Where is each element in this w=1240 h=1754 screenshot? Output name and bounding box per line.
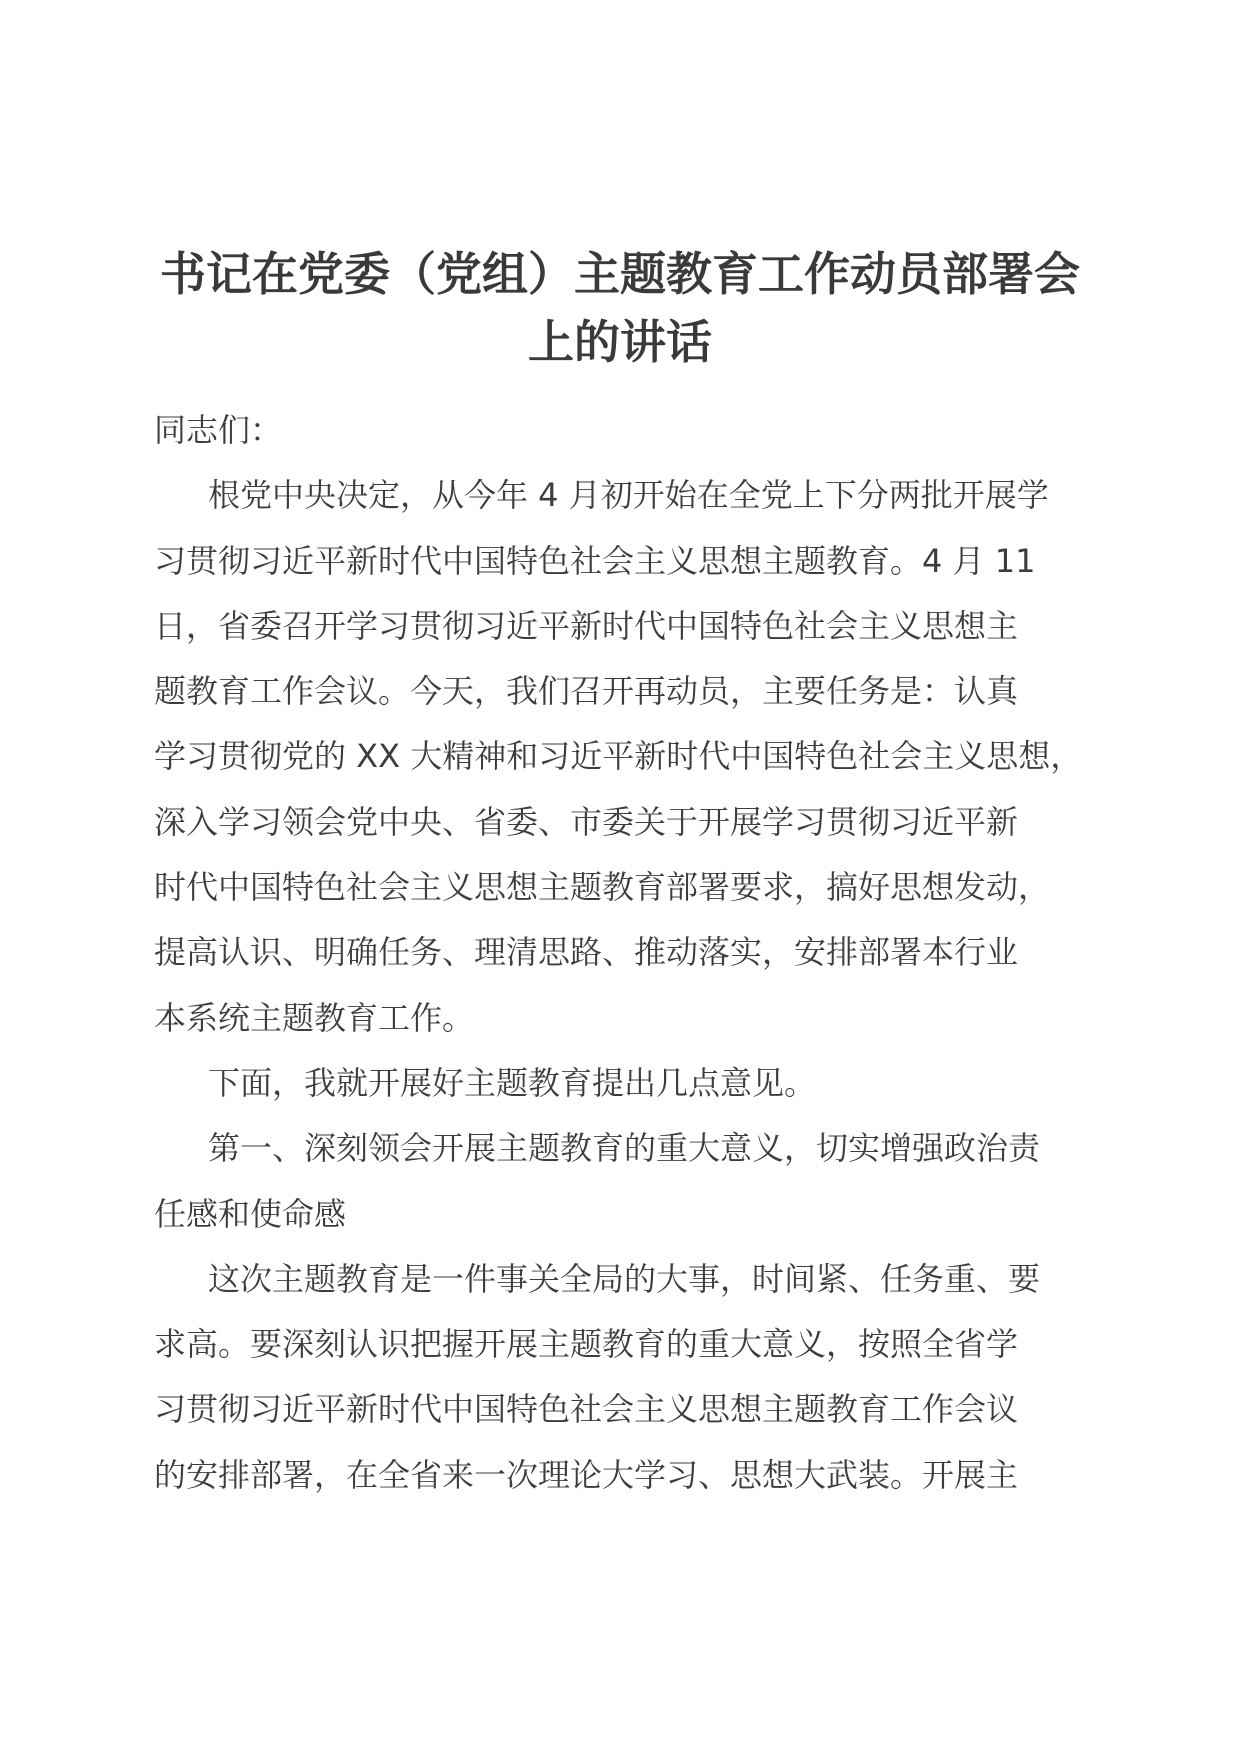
paragraph-line: 的安排部署，在全省来一次理论大学习、思想大武装。开展主 [154, 1455, 1019, 1494]
paragraph-line: 学习贯彻党的 XX 大精神和习近平新时代中国特色社会主义思想， [154, 737, 1083, 776]
paragraph-line: 这次主题教育是一件事关全局的大事，时间紧、任务重、要 [208, 1259, 1041, 1298]
paragraph-line: 深入学习领会党中央、省委、市委关于开展学习贯彻习近平新 [154, 802, 1019, 841]
paragraph-line: 本系统主题教育工作。 [154, 998, 475, 1037]
paragraph-line: 习贯彻习近平新时代中国特色社会主义思想主题教育工作会议 [154, 1390, 1019, 1429]
paragraph-line: 求高。要深刻认识把握开展主题教育的重大意义，按照全省学 [154, 1325, 1019, 1364]
title-line: 上的讲话 [528, 315, 712, 369]
paragraph-line: 提高认识、明确任务、理清思路、推动落实，安排部署本行业 [154, 933, 1019, 972]
paragraph-transition [154, 1051, 1114, 1116]
paragraph-significance [154, 1247, 1114, 1508]
paragraph-intro [154, 463, 1114, 1051]
title-line: 书记在党委（党组）主题教育工作动员部署会 [160, 247, 1080, 301]
paragraph-line: 习贯彻习近平新时代中国特色社会主义思想主题教育。4 月 11 [154, 541, 1036, 580]
section-heading-first [154, 1116, 1114, 1247]
paragraph-line: 日，省委召开学习贯彻习近平新时代中国特色社会主义思想主 [154, 606, 1019, 645]
paragraph-line: 下面，我就开展好主题教育提出几点意见。 [208, 1063, 817, 1102]
paragraph-line: 时代中国特色社会主义思想主题教育部署要求，搞好思想发动， [154, 868, 1051, 907]
paragraph-line: 题教育工作会议。今天，我们召开再动员，主要任务是：认真 [154, 672, 1019, 711]
document-title [150, 240, 1090, 376]
salutation: 同志们： [154, 411, 283, 449]
document-body [154, 398, 1114, 1508]
paragraph-line: 第一、深刻领会开展主题教育的重大意义，切实增强政治责 [208, 1129, 1041, 1168]
paragraph-line: 任感和使命感 [154, 1194, 347, 1233]
paragraph-line: 根党中央决定，从今年 4 月初开始在全党上下分两批开展学 [208, 476, 1049, 515]
